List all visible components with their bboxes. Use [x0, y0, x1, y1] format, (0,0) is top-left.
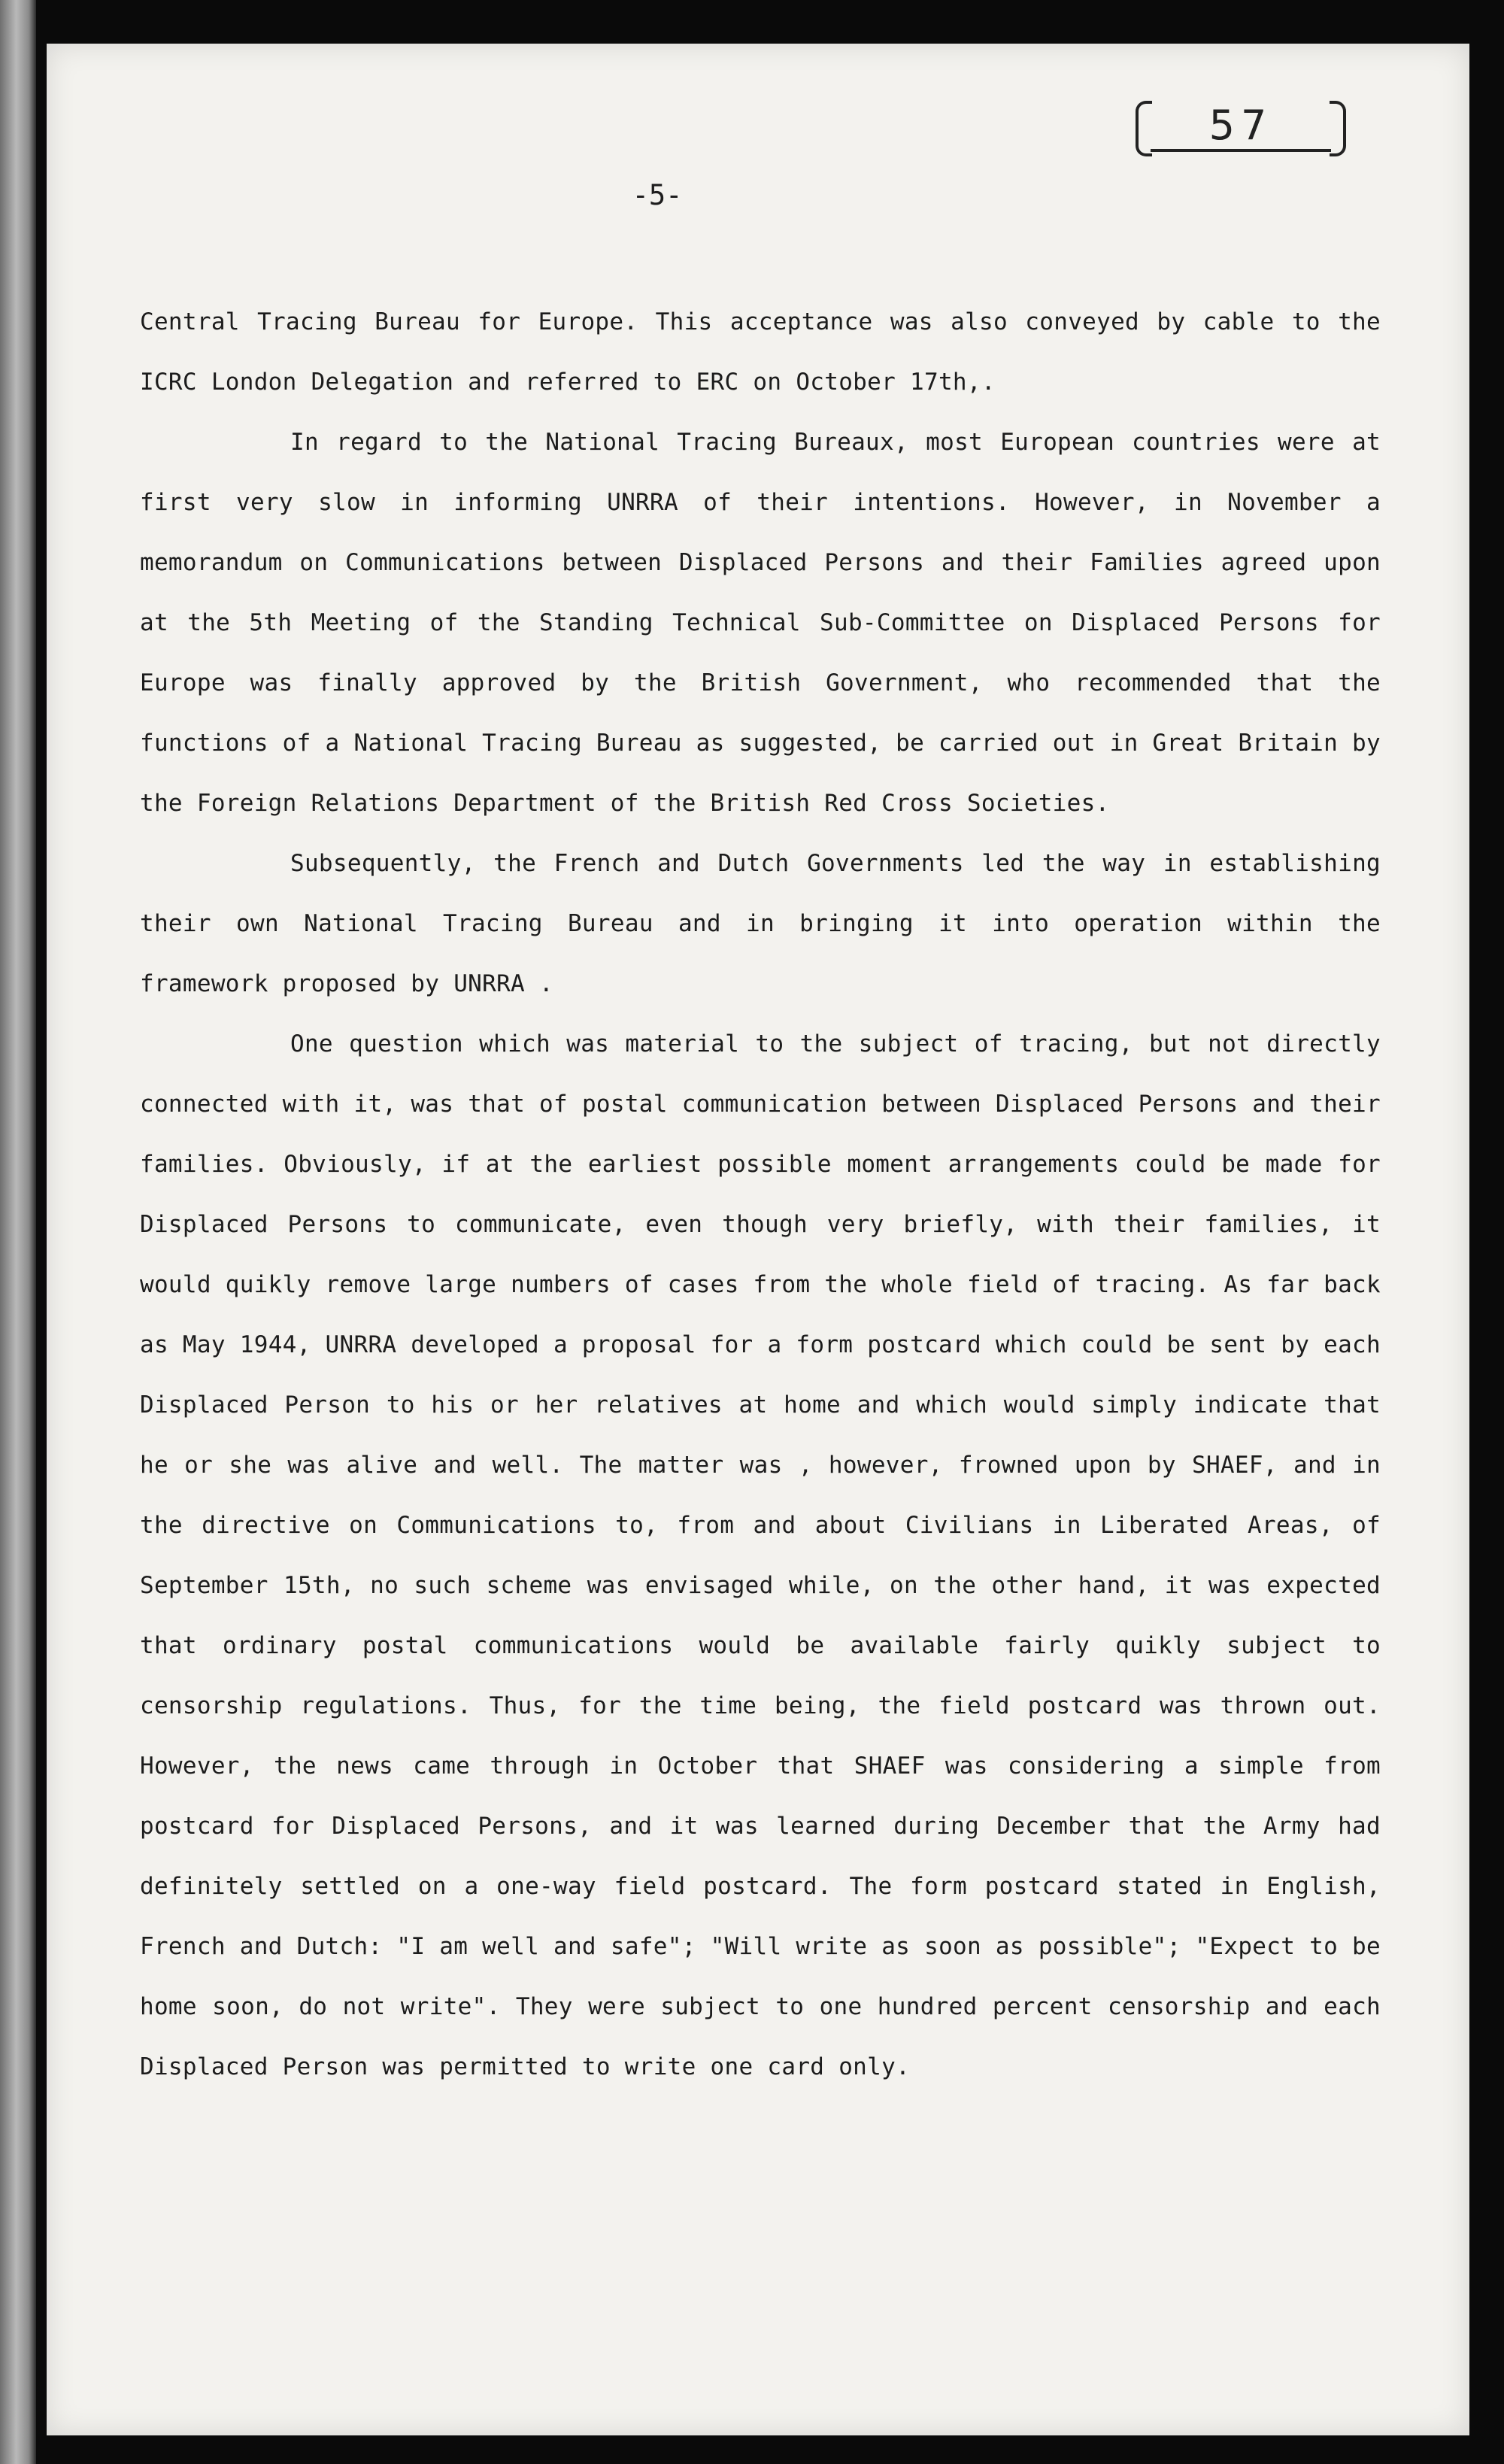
page-number: -5-	[632, 179, 683, 211]
document-body	[140, 292, 1381, 2097]
folio-bracket-right	[1330, 101, 1346, 156]
paragraph-2: In regard to the National Tracing Bureaux, most European countries were at first very slow in informing UNRRA of their intentions. However, in November a memorandum on Communications between Displaced Persons and their Families agreed upon at the 5th Meeting of the Standing Technical Sub-Committee on Displaced Persons for Europe was finally approved by the British Government, who recommended that the functions of a National Tracing Bureau as suggested, be carried out in Great Britain by the Foreign Relations Department of the British Red Cross Societies.	[140, 429, 1381, 817]
paragraph-1: Central Tracing Bureau for Europe. This acceptance was also conveyed by cable to the ICRC London Delegation and referred to ERC on October 17th,.	[140, 308, 1381, 396]
folio-underline	[1151, 149, 1331, 152]
folio-stamp	[1136, 96, 1346, 155]
paragraph-4: One question which was material to the subject of tracing, but not directly connected with it, was that of postal communication between Displaced Persons and their families. Obviously, if at the earliest possible moment arrangements could be made for Displaced Persons to communicate, even though very briefly, with their families, it would quikly remove large numbers of cases from the whole field of tracing. As far back as May 1944, UNRRA developed a proposal for a form postcard which could be sent by each Displaced Person to his or her relatives at home and which would simply indicate that he or she was alive and well. The matter was , however, frowned upon by SHAEF, and in the directive on Communications to, from and about Civilians in Liberated Areas, of September 15th, no such scheme was envisaged while, on the other hand, it was expected that ordinary postal communications would be available fairly quikly subject to censorship regulations. Thus, for the time being, the field postcard was thrown out. However, the news came through in October that SHAEF was considering a simple from postcard for Displaced Persons, and it was learned during December that the Army had definitely settled on a one-way field postcard. The form postcard stated in English, French and Dutch: "I am well and safe"; "Will write as soon as possible"; "Expect to be home soon, do not write". They were subject to one hundred percent censorship and each Displaced Person was permitted to write one card only.	[140, 1030, 1381, 2080]
folio-number: 57	[1208, 102, 1273, 149]
document-page	[47, 44, 1469, 2435]
book-binding	[0, 0, 36, 2464]
paragraph-3: Subsequently, the French and Dutch Governments led the way in establishing their own National Tracing Bureau and in bringing it into operation within the framework proposed by UNRRA .	[140, 850, 1381, 997]
folio-bracket-left	[1136, 101, 1152, 156]
